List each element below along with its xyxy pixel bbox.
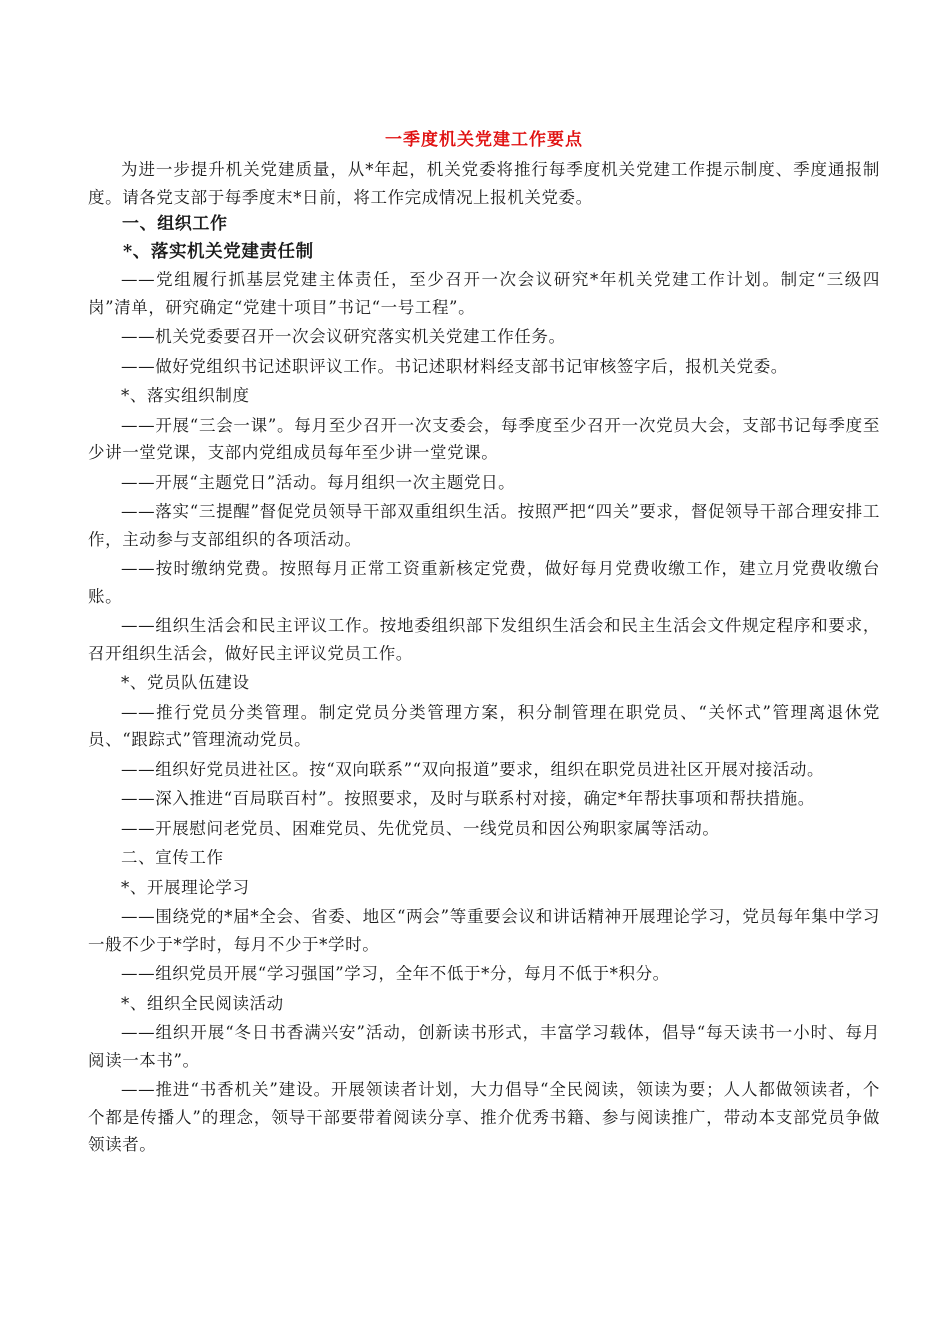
document-page <box>88 126 880 1159</box>
paragraph: ——组织党员开展“学习强国”学习，全年不低于*分，每月不低于*积分。 <box>121 964 670 983</box>
subsection-heading-member-team: *、党员队伍建设 <box>121 673 250 692</box>
document-title: 一季度机关党建工作要点 <box>385 130 583 150</box>
paragraph: ——党组履行抓基层党建主体责任，至少召开一次会议研究*年机关党建工作计划。制定“三级四岗”清单，研究确定“党建十项目”书记“一号工程”。 <box>88 270 880 317</box>
paragraph: ——组织开展“冬日书香满兴安”活动，创新读书形式，丰富学习载体，倡导“每天读书一小时、每月阅读一本书”。 <box>88 1023 880 1070</box>
section-heading-propaganda: 二、宣传工作 <box>121 848 224 867</box>
paragraph: ——开展“主题党日”活动。每月组织一次主题党日。 <box>121 472 516 492</box>
paragraph: ——围绕党的*届*全会、省委、地区“两会”等重要会议和讲话精神开展理论学习，党员每年集中学习一般不少于*学时，每月不少于*学时。 <box>88 907 880 954</box>
paragraph: ——按时缴纳党费。按照每月正常工资重新核定党费，做好每月党费收缴工作，建立月党费收缴台账。 <box>88 559 880 606</box>
paragraph: ——组织好党员进社区。按“双向联系”“双向报道”要求，组织在职党员进社区开展对接活动。 <box>121 759 825 779</box>
subsection-heading-responsibility: *、落实机关党建责任制 <box>123 241 314 262</box>
paragraph: ——推进“书香机关”建设。开展领读者计划，大力倡导“全民阅读，领读为要；人人都做领读者，个个都是传播人”的理念，领导干部要带着阅读分享、推介优秀书籍、参与阅读推广，带动本支部党员争做领读者。 <box>88 1080 880 1154</box>
paragraph: ——推行党员分类管理。制定党员分类管理方案，积分制管理在职党员、“关怀式”管理离退休党员、“跟踪式”管理流动党员。 <box>88 702 880 749</box>
subsection-heading-theory-study: *、开展理论学习 <box>121 877 250 897</box>
paragraph: ——组织生活会和民主评议工作。按地委组织部下发组织生活会和民主生活会文件规定程序和要求，召开组织生活会，做好民主评议党员工作。 <box>88 616 880 663</box>
paragraph: ——开展“三会一课”。每月至少召开一次支委会，每季度至少召开一次党员大会，支部书记每季度至少讲一堂党课，支部内党组成员每年至少讲一堂党课。 <box>88 415 880 462</box>
paragraph: ——做好党组织书记述职评议工作。书记述职材料经支部书记审核签字后，报机关党委。 <box>121 356 788 376</box>
paragraph: ——落实“三提醒”督促党员领导干部双重组织生活。按照严把“四关”要求，督促领导干部合理安排工作，主动参与支部组织的各项活动。 <box>88 502 880 549</box>
paragraph: ——深入推进“百局联百村”。按照要求，及时与联系村对接，确定*年帮扶事项和帮扶措施。 <box>121 789 815 808</box>
intro-paragraph: 为进一步提升机关党建质量，从*年起，机关党委将推行每季度机关党建工作提示制度、季度通报制度。请各党支部于每季度末*日前，将工作完成情况上报机关党委。 <box>88 160 880 207</box>
section-heading-organization: 一、组织工作 <box>122 214 228 234</box>
subsection-heading-org-system: *、落实组织制度 <box>121 386 250 405</box>
paragraph: ——机关党委要召开一次会议研究落实机关党建工作任务。 <box>121 327 566 346</box>
subsection-heading-reading: *、组织全民阅读活动 <box>121 993 284 1013</box>
paragraph: ——开展慰问老党员、困难党员、先优党员、一线党员和因公殉职家属等活动。 <box>121 818 720 838</box>
